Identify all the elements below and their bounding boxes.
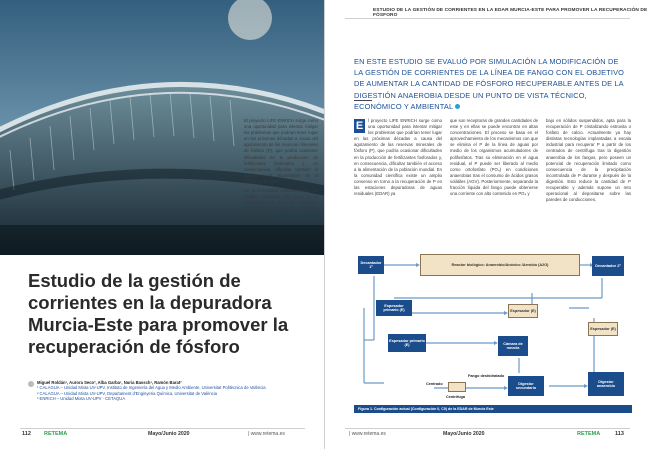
left-page-body-column	[244, 118, 318, 253]
title-line: Estudio de la gestión de	[28, 270, 241, 291]
body-column-2	[450, 118, 538, 258]
diagram-label-fango-deshidratado: Fango deshidratado	[468, 374, 505, 378]
running-head-text: ESTUDIO DE LA GESTIÓN DE CORRIENTES EN LA EDAR MURCIA-ESTE PARA PROMOVER LA RECUPERACIÓN DE FÓSFORO	[373, 8, 648, 18]
issue-date: Mayo/Junio 2020	[443, 431, 485, 437]
diagram-node-digestor-secundario: Digestor secundario	[508, 376, 544, 396]
right-footer	[325, 431, 650, 441]
site-url: | www.retema.es	[248, 431, 285, 437]
title-line: corrientes en la depuradora	[28, 292, 272, 313]
diagram-node-espesador-flotacion: Espesador (E)	[508, 304, 538, 318]
diagram-node-camara-mezcla: Cámara de mezcla	[498, 336, 528, 356]
running-head	[325, 0, 650, 22]
page-number: 112	[22, 431, 31, 437]
lead-divider	[354, 100, 372, 101]
author-block	[37, 380, 317, 402]
diagram-node-espesador-gravedad: Espesador (E)	[588, 322, 618, 336]
diagram-node-decantador-secundario: Decantador 2º	[592, 256, 624, 276]
site-url: | www.retema.es	[349, 431, 386, 437]
brand-name: RETEMA	[44, 431, 68, 437]
diagram-node-digestor-anaerobio: Digestor anaerobio	[588, 372, 624, 396]
column-text: bajo en sólidos suspendidos, apta para la recuperación de P cristalizando estruvita o fosfato de calcio. Actualmente ya hay distintas tecnologías implantadas a escala industrial para recuperar P a partir de los centrados de centrífuga tras la digestión anaerobia de los fangos, pero poseen un potencial de recuperación limitado como consecuencia de la precipitación incontrolada de P durante y después de la digestión. Esto reduce la cantidad de P recuperable y además supone un reto operacional al depositarse sobre las paredes de conducciones,	[546, 118, 631, 203]
article-title	[28, 270, 313, 358]
body-column-1	[354, 118, 442, 258]
diagram-node-espesador-primario: Espesador primario (E)	[376, 300, 412, 316]
process-diagram	[354, 248, 632, 418]
issue-date: Mayo/Junio 2020	[148, 431, 190, 437]
diagram-label-centrado: Centrado	[426, 382, 443, 386]
footer-divider	[345, 428, 630, 429]
brand-name: RETEMA	[577, 431, 601, 437]
diagram-node-espesador-primario-2: Espesador primario (E)	[388, 334, 426, 352]
body-column-3	[546, 118, 631, 258]
footer-divider	[20, 428, 305, 429]
right-page	[325, 0, 650, 449]
left-footer	[0, 431, 325, 441]
diagram-node-centrifuga-icon	[448, 382, 466, 392]
diagram-node-decantador-primario: Decantador 1º	[358, 256, 384, 274]
body-paragraph: En la comunidad científica existe un amplio consenso en torno a la recuperación de P en las estaciones depuradoras de aguas residuales (EDAR) ya	[244, 188, 318, 218]
title-line: recuperación de fósforo	[28, 336, 240, 357]
affiliation-2: ² CALAGUA – Unidad Mixta UV-UPV, Departament d'Enginyeria Química, Universitat de València	[37, 390, 218, 396]
running-head-rule	[345, 18, 630, 19]
affiliation-1: ¹ CALAGUA – Unidad Mixta UV-UPV, Instituto de Ingeniería del Agua y Medio Ambiente, Universitat Politècnica de València	[37, 385, 266, 391]
column-text: l proyecto LIFE ENRICH surge como una oportunidad para intentar mitigar los problemas que podrían tener lugar en las próximas décadas a causa del agotamiento de las reservas minerales de fósforo (P), que podría ocasionar dificultades en la producción de fertilizantes fosforados y, en consecuencia, dificultar también el acceso a la alimentación de la población mundial. En la comunidad científica existe un amplio consenso en torno a la recuperación de P en las estaciones depuradoras de aguas residuales (EDAR) ya	[354, 118, 442, 197]
figure-caption: Figura 1. Configuración actual (Configuración 0, C0) de la EDAR de Murcia Este	[354, 405, 632, 413]
author-names: Miguel Roldán¹, Aurora Seco², Alba Garba¹, Nuria Bassch¹, Ramón Barat²	[37, 380, 182, 385]
lead-text: EN ESTE ESTUDIO SE EVALUÓ POR SIMULACIÓN LA MODIFICACIÓN DE LA GESTIÓN DE CORRIENTES DE LA LÍNEA DE FANGO CON EL OBJETIVO DE AUMENTAR LA CANTIDAD DE FÓSFORO RECUPERABLE ANTES DE LA DIGESTIÓN ANAEROBIA DESDE UN PUNTO DE VISTA TÉCNICO, ECONÓMICO Y AMBIENTAL	[354, 57, 625, 111]
body-paragraph: El proyecto LIFE ENRICH surge como una oportunidad para intentar mitigar los problemas que podrían tener lugar en las próximas décadas a causa del agotamiento de las reservas minerales de fósforo (P), que podría ocasionar dificultades en la producción de fertilizantes fosforados y, en consecuencia, dificultar también el acceso a la alimentación de la población mundial.	[244, 118, 318, 184]
diagram-label-centrifuga: Centrífuga	[446, 395, 465, 399]
drop-cap: E	[355, 120, 364, 132]
page-number: 113	[615, 431, 624, 437]
affiliation-3: ³ ENRICH – Unidad Mixta UV-UPV · CETAQUA	[37, 396, 126, 402]
diagram-node-reactor: Reactor biológico: Anaerobio/Anóxico /Aerobio (A2O)	[420, 254, 580, 276]
end-dot-icon	[455, 104, 460, 109]
lead-paragraph	[354, 56, 626, 112]
column-text: que son receptoras de grandes cantidades de este y en ellas se puede encontrar en altas concentraciones. El proceso se basa en el aprovechamiento de los mecanismos con que se elimina el P de la línea de aguas por medio de los organismos acumuladores de polifosfatos. Tras su eliminación en el agua residual, el P puede ser liberado al medio como ortofosfato (PO₄) en condiciones anaerobias tras el consumo de ácidos grasos volátiles (AGV). Posteriormente, separando la fracción líquida del fango puede obtenerse una corriente con alto contenido en PO₄ y	[450, 118, 538, 197]
title-line: Murcia-Este para promover la	[28, 314, 289, 335]
author-icon	[28, 381, 34, 387]
